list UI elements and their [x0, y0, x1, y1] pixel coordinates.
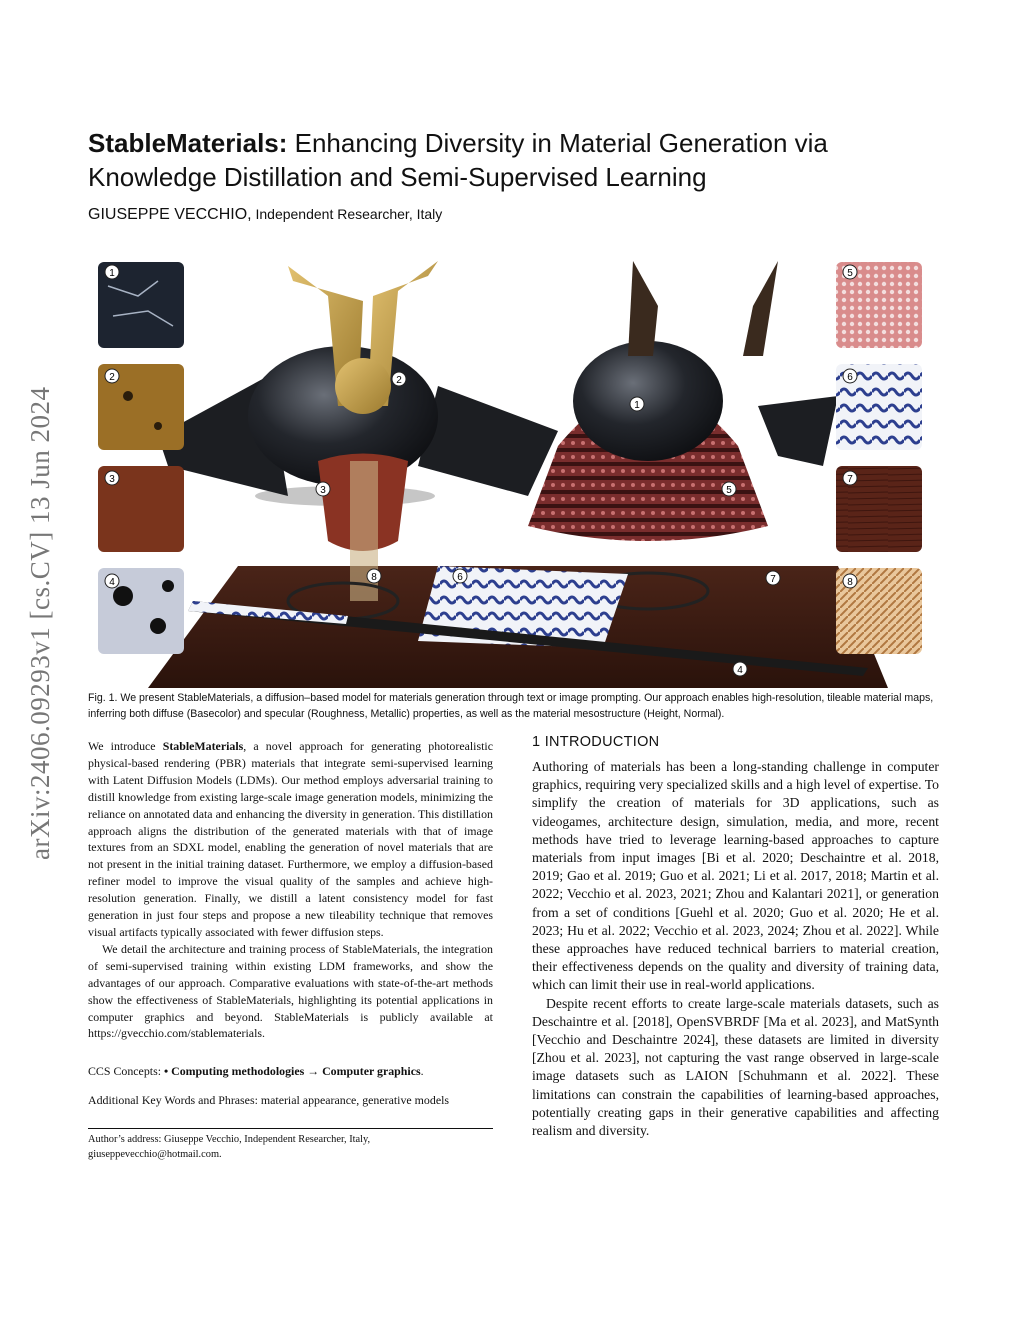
author-line — [88, 206, 442, 224]
abstract — [88, 738, 493, 1042]
svg-text:5: 5 — [847, 268, 853, 279]
title-bold: StableMaterials: — [88, 128, 288, 158]
intro-paragraph: Despite recent efforts to create large-scale materials datasets, such as Deschaintre et al. [2018], OpenSVBRDF [Ma et al. 2023], and MatSynth [Vecchio and Deschaintre 2024], these datasets are limited in diversity [Zhou et al. 2023], not capturing the vast range observed in large-scale image datasets such as LAION [Schuhmann et al. 2022]. These limitations can constrain the capabilities of learning-based approaches, potentially creating gaps in their generative capabilities and affecting realism and diversity. — [532, 995, 939, 1139]
teaser-render — [88, 256, 940, 692]
svg-text:1: 1 — [634, 400, 640, 411]
ccs-end: . — [420, 1064, 424, 1078]
right-helmet-dome — [573, 341, 723, 461]
ccs-label: CCS Concepts: — [88, 1064, 164, 1078]
ccs-concepts — [88, 1064, 493, 1079]
svg-text:2: 2 — [109, 372, 115, 383]
abstract-text: We introduce — [88, 739, 163, 753]
svg-text:8: 8 — [847, 577, 853, 588]
svg-text:7: 7 — [847, 474, 853, 485]
svg-text:8: 8 — [371, 572, 377, 583]
arxiv-sidebar-stamp: arXiv:2406.09293v1 [cs.CV] 13 Jun 2024 — [25, 386, 55, 860]
svg-text:6: 6 — [847, 372, 853, 383]
introduction-body — [532, 758, 939, 1140]
method-name: StableMaterials — [162, 739, 244, 753]
ccs-concepts-text: Computing methodologies → Computer graphics — [171, 1064, 421, 1078]
ccs-bullet: • — [163, 1064, 172, 1078]
paper-title — [88, 126, 948, 194]
title-rest: Enhancing Diversity in Material Generation via Knowledge Distillation and Semi-Supervised Learning — [88, 128, 828, 192]
section-heading: 1 INTRODUCTION — [532, 734, 660, 750]
svg-text:4: 4 — [109, 577, 115, 588]
svg-text:7: 7 — [770, 574, 776, 585]
svg-text:1: 1 — [109, 268, 115, 279]
abstract-paragraph — [88, 738, 493, 941]
intro-paragraph: Authoring of materials has been a long-standing challenge in computer graphics, requiring very specialized skills and a high level of expertise. To simplify the creation of materials for 3D applications, such as videogames, architecture design, simulation, media, and more, recent methods have tried to leverage learning-based approaches to capture materials from input images [Bi et al. 2020; Deschaintre et al. 2018, 2019; Gao et al. 2019; Guo et al. 2021; Li et al. 2017, 2018; Martin et al. 2022; Vecchio et al. 2023, 2021; Zhou and Kalantari 2021], or generation from a set of conditions [Guehl et al. 2020; Guo et al. 2020; He et al. 2023; Hu et al. 2022; Vecchio et al. 2023, 2024; Zhou et al. 2022]. While these approaches have reduced technical barriers to material creation, their effectiveness depends on the quality and diversity of training data, which can limit their use in real-world applications. — [532, 759, 939, 993]
author-affiliation: Independent Researcher, Italy — [251, 206, 443, 222]
author-address-footnote: Author’s address: Giuseppe Vecchio, Independent Researcher, Italy, giuseppevecchio@hotmail.com. — [88, 1134, 371, 1160]
svg-text:5: 5 — [726, 485, 732, 496]
teaser-figure — [88, 256, 940, 692]
svg-text:2: 2 — [396, 375, 402, 386]
svg-text:3: 3 — [320, 485, 326, 496]
svg-text:3: 3 — [109, 474, 115, 485]
abstract-text: , a novel approach for generating photorealistic physical-based rendering (PBR) materials that integrate semi-supervised learning with Latent Diffusion Models (LDMs). Our method employs adversarial training to distill knowledge from existing large-scale image generation models, minimizing the reliance on annotated data and enhancing the diversity in generation. This distillation approach aligns the distribution of the generated materials with that of image textures from an SDXL model, enabling the generation of novel materials that are not present in the initial training dataset. Furthermore, we employ a diffusion-based refiner model to improve the visual quality of the samples and achieve high-resolution generation. Finally, we distill a latent consistency model for fast generation in just four steps and propose a new tileability technique that removes visual artifacts typically associated with fewer diffusion steps. — [88, 739, 494, 939]
author-name: GIUSEPPE VECCHIO, — [88, 206, 252, 223]
svg-text:6: 6 — [457, 572, 463, 583]
keywords: Additional Key Words and Phrases: material appearance, generative models — [88, 1093, 450, 1107]
footnote-divider — [88, 1128, 493, 1129]
figure-caption: Fig. 1. We present StableMaterials, a diffusion–based model for materials generation through text or image prompting. Our approach enables high-resolution, tileable material maps, inferring both diffuse (Basecolor) and specular (Roughness, Metallic) properties, as well as the material mesostructure (Height, Normal). — [88, 692, 934, 720]
svg-text:4: 4 — [737, 665, 743, 676]
abstract-paragraph: We detail the architecture and training process of StableMaterials, the integration of semi-supervised training within existing LDM frameworks, and show the advantages of our approach. Comparative evaluations with state-of-the-art methods show the effectiveness of StableMaterials, highlighting its potential applications in computer graphics and beyond. StableMaterials is publicly available at https://gvecchio.com/stablematerials. — [88, 941, 493, 1041]
right-swatches — [836, 262, 922, 654]
